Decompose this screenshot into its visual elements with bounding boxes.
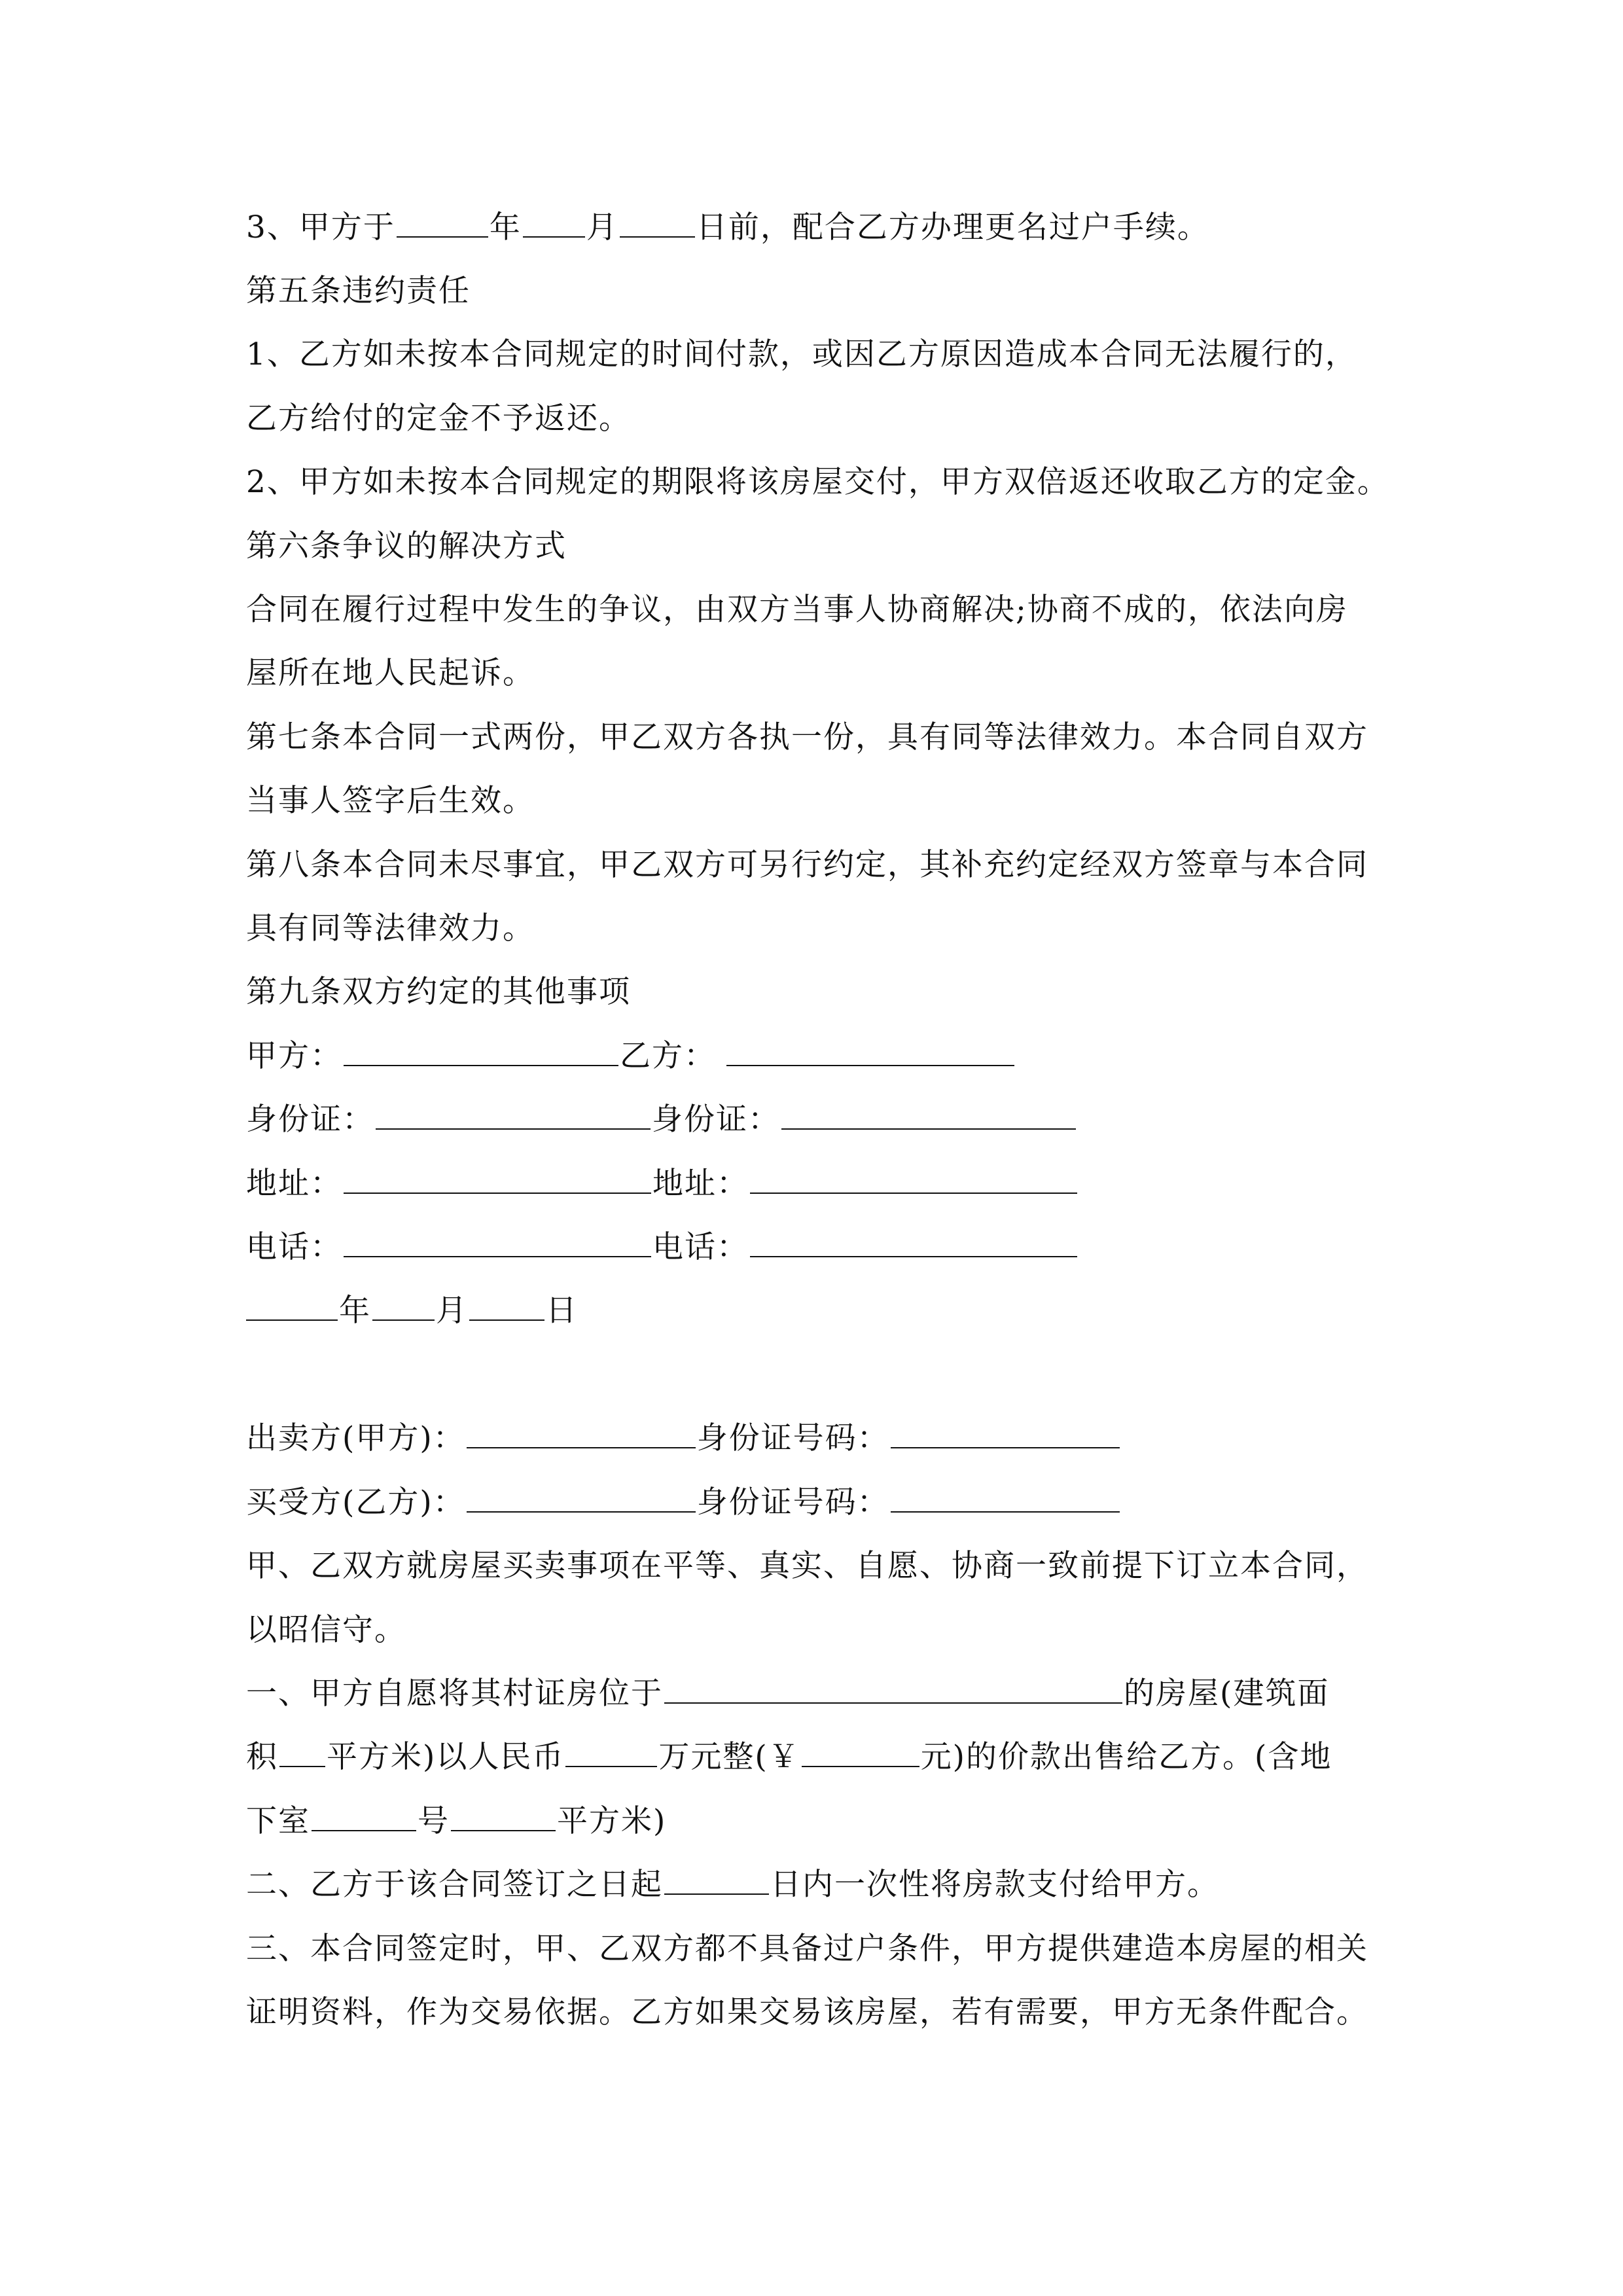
text: 买受方(乙方)：: [246, 1484, 465, 1520]
text: 积: [246, 1739, 278, 1775]
clause-1-line: [246, 1674, 1329, 1713]
text: 元)的价款出售给乙方。(含地: [920, 1739, 1332, 1775]
article-6-heading: 第六条争议的解决方式: [246, 528, 567, 564]
text: 年: [339, 1293, 371, 1329]
text: 号: [418, 1803, 450, 1839]
blank-day: [620, 209, 695, 238]
text: 甲方：: [246, 1038, 342, 1074]
text: 电话：: [652, 1229, 749, 1265]
blank-month: [523, 209, 585, 238]
paragraph-line: 第八条本合同未尽事宜，甲乙双方可另行约定，其补充约定经双方签章与本合同: [246, 847, 1368, 883]
blank-basement-area: [451, 1803, 556, 1831]
paragraph-line: 1、乙方如未按本合同规定的时间付款，或因乙方原因造成本合同无法履行的，: [246, 336, 1357, 372]
paragraph-line: 甲、乙双方就房屋买卖事项在平等、真实、自愿、协商一致前提下订立本合同，: [246, 1548, 1368, 1584]
article-5-heading: 第五条违约责任: [246, 273, 471, 309]
blank-phone-a: [344, 1229, 651, 1257]
text: 日内一次性将房款支付给甲方。: [770, 1867, 1219, 1903]
paragraph-line: 屋所在地人民起诉。: [246, 655, 535, 691]
text: 身份证：: [652, 1102, 780, 1138]
text: 3、甲方于: [246, 209, 395, 245]
text: 的房屋(建筑面: [1124, 1676, 1330, 1712]
blank-days: [664, 1866, 769, 1895]
signature-address-row: [246, 1164, 1079, 1204]
blank-party-b: [726, 1037, 1014, 1066]
clause-2-line: [246, 1865, 1219, 1905]
signature-party-row: [246, 1037, 1016, 1076]
clause-1-line: [246, 1802, 666, 1841]
paragraph-line: 证明资料，作为交易依据。乙方如果交易该房屋，若有需要，甲方无条件配合。: [246, 1994, 1368, 2030]
blank-year: [397, 209, 488, 238]
blank-basement-no: [312, 1803, 416, 1831]
text: 地址：: [652, 1166, 749, 1202]
seller-row: [246, 1419, 1121, 1458]
text: 万元整(￥: [658, 1739, 800, 1775]
blank-address-a: [344, 1165, 651, 1194]
blank-price-wan: [565, 1738, 657, 1767]
text: 平方米)以人民币: [327, 1739, 565, 1775]
text: 月: [436, 1293, 468, 1329]
text: 地址：: [246, 1166, 342, 1202]
blank-phone-b: [750, 1229, 1077, 1257]
signature-id-row: [246, 1100, 1077, 1139]
paragraph-line: 乙方给付的定金不予返还。: [246, 401, 631, 437]
clause-3-transfer: [246, 208, 1209, 247]
clause-1-line: [246, 1738, 1332, 1777]
blank-seller: [467, 1420, 696, 1448]
paragraph-line: 第七条本合同一式两份，甲乙双方各执一份，具有同等法律效力。本合同自双方: [246, 719, 1368, 755]
paragraph-line: 2、甲方如未按本合同规定的期限将该房屋交付，甲方双倍返还收取乙方的定金。: [246, 464, 1389, 500]
text: 平方米): [557, 1803, 667, 1839]
blank-price-yuan: [802, 1738, 919, 1767]
blank-address-b: [750, 1165, 1077, 1194]
text: 日前，配合乙方办理更名过户手续。: [696, 209, 1209, 245]
blank-id-b: [781, 1101, 1076, 1130]
paragraph-line: 合同在履行过程中发生的争议，由双方当事人协商解决;协商不成的，依法向房: [246, 592, 1348, 628]
text: 日: [546, 1293, 578, 1329]
signature-date-row: [246, 1291, 578, 1331]
blank-buyer: [467, 1484, 696, 1513]
article-9-heading: 第九条双方约定的其他事项: [246, 974, 631, 1010]
blank-buyer-id: [891, 1484, 1120, 1513]
text: 乙方：: [620, 1038, 716, 1074]
text: 身份证：: [246, 1102, 374, 1138]
paragraph-line: 以昭信守。: [246, 1612, 406, 1648]
signature-phone-row: [246, 1228, 1079, 1267]
paragraph-line: 三、本合同签定时，甲、乙双方都不具备过户条件，甲方提供建造本房屋的相关: [246, 1931, 1368, 1967]
blank-year: [246, 1292, 338, 1321]
blank-id-a: [376, 1101, 651, 1130]
text: 一、甲方自愿将其村证房位于: [246, 1676, 663, 1712]
blank-area: [279, 1738, 325, 1767]
text: 出卖方(甲方)：: [246, 1420, 465, 1456]
blank-month: [372, 1292, 435, 1321]
blank-party-a: [344, 1037, 618, 1066]
buyer-row: [246, 1483, 1121, 1522]
text: 下室: [246, 1803, 310, 1839]
blank-day: [469, 1292, 544, 1321]
text: 二、乙方于该合同签订之日起: [246, 1867, 663, 1903]
paragraph-line: 具有同等法律效力。: [246, 910, 535, 946]
blank-location: [664, 1675, 1122, 1704]
text: 年: [489, 209, 522, 245]
text: 身份证号码：: [696, 1484, 889, 1520]
paragraph-line: 当事人签字后生效。: [246, 783, 535, 819]
text: 月: [586, 209, 618, 245]
blank-seller-id: [891, 1420, 1120, 1448]
text: 电话：: [246, 1229, 342, 1265]
text: 身份证号码：: [696, 1420, 889, 1456]
